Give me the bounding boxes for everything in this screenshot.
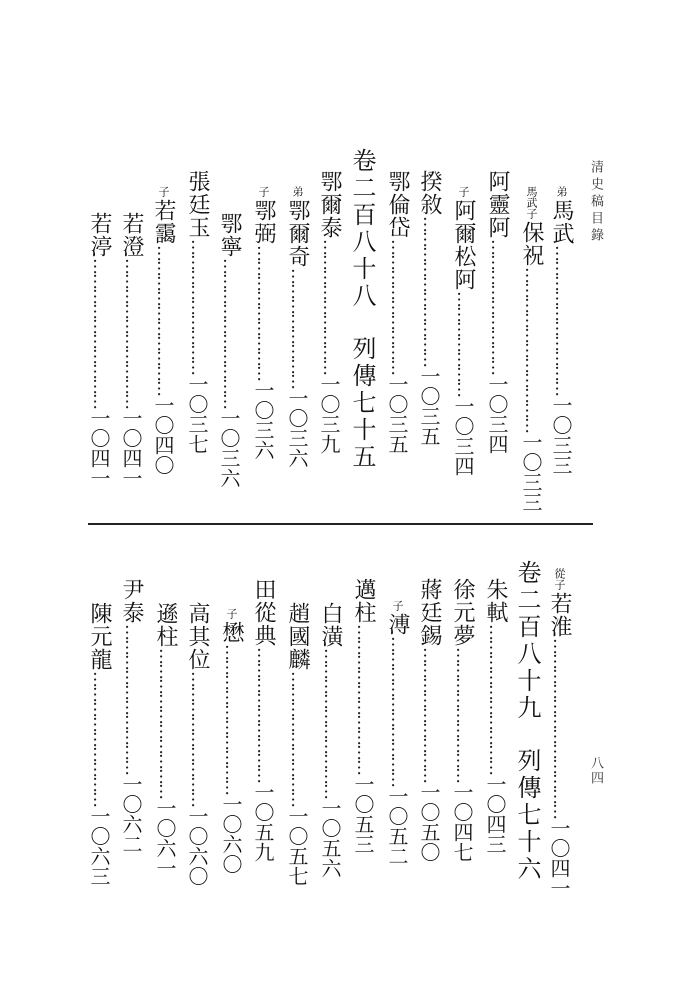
entry-page: 一〇四一 (87, 408, 111, 488)
juan-heading (515, 560, 539, 883)
leader-dots: ……………………… (319, 239, 339, 374)
leader-dots: ………………… (453, 291, 473, 396)
leader-dots: ………………………… (155, 648, 175, 798)
leader-dots: ………………………… (387, 636, 407, 786)
relation-label: 子 (157, 186, 170, 197)
entry-page: 一〇五〇 (417, 782, 441, 862)
juan-heading (350, 148, 374, 471)
entry-name: 若靄 (151, 199, 176, 245)
juan-number: 卷二百八十九 (513, 560, 541, 722)
leader-dots: ………………………… (121, 624, 141, 774)
entry-page: 一〇三六 (217, 408, 241, 488)
toc-entry (386, 168, 408, 454)
leader-dots: ……………………… (253, 647, 273, 782)
leader-dots: ……………………… (89, 671, 109, 806)
entry-name: 白潢 (318, 602, 343, 648)
entry-name: 溥 (385, 613, 410, 636)
entry-page: 一〇三九 (317, 374, 341, 454)
entry-name: 遜柱 (153, 602, 178, 648)
leader-dots: ……………………… (419, 647, 439, 782)
entry-name: 馬武 (549, 199, 574, 245)
entry-name: 保祝 (519, 221, 544, 267)
entry-name: 鄂倫岱 (385, 170, 410, 239)
leader-dots: ………………………… (221, 644, 241, 794)
entry-page: 一〇六二 (119, 774, 143, 854)
relation-label: 子 (391, 600, 404, 611)
page-number: 八四 (588, 756, 603, 786)
leader-dots: ………………………… (153, 245, 173, 395)
toc-entry (220, 608, 242, 874)
toc-entry (120, 576, 142, 854)
entry-page: 一〇六三 (87, 806, 111, 886)
toc-entry (452, 186, 474, 476)
entry-page: 一〇六一 (153, 798, 177, 878)
entry-page: 一〇三六 (251, 380, 275, 460)
entry-name: 尹泰 (119, 578, 144, 624)
toc-entry (418, 168, 440, 446)
entry-page: 一〇六〇 (219, 794, 243, 874)
juan-number: 卷二百八十八 (348, 148, 376, 310)
entry-page: 一〇五七 (285, 806, 309, 886)
running-title: 清史稿目錄 (588, 160, 603, 245)
leader-dots: ……………………… (287, 671, 307, 806)
toc-entry (286, 186, 308, 468)
relation-label: 子 (257, 186, 270, 197)
entry-page: 一〇五三 (351, 774, 375, 854)
relation-label: 弟 (291, 186, 304, 197)
leader-dots: ………………………… (121, 258, 141, 408)
leader-dots: ……………………… (487, 239, 507, 374)
toc-entry (186, 600, 208, 886)
entry-page: 一〇三三 (549, 395, 573, 475)
leader-dots: ……………………… (187, 671, 207, 806)
toc-entry (484, 576, 506, 854)
toc-entry (154, 600, 176, 878)
leader-dots: ……………………………… (549, 638, 569, 818)
entry-page: 一〇五九 (251, 782, 275, 862)
entry-page: 一〇四〇 (151, 395, 175, 475)
toc-entry (252, 576, 274, 862)
entry-name: 懋 (219, 621, 244, 644)
entry-page: 一〇四三 (483, 774, 507, 854)
toc-entry (152, 186, 174, 475)
toc-entry (451, 576, 473, 862)
entry-name: 朱軾 (483, 578, 508, 624)
leader-dots: ………………………… (353, 624, 373, 774)
entry-page: 一〇三六 (285, 388, 309, 468)
entry-name: 田從典 (251, 578, 276, 647)
entry-name: 張廷玉 (185, 170, 210, 239)
juan-section: 列傳七十六 (513, 748, 541, 883)
entry-name: 鄂弼 (251, 199, 276, 245)
toc-entry (88, 600, 110, 886)
toc-entry (286, 600, 308, 886)
toc-entry (386, 600, 408, 866)
leader-dots: ………………………… (219, 258, 239, 408)
entry-name: 徐元夢 (450, 578, 475, 647)
entry-page: 一〇三五 (417, 366, 441, 446)
toc-entry (550, 186, 572, 475)
entry-page: 一〇三三 (519, 432, 543, 512)
section-divider (88, 523, 593, 525)
leader-dots: ………………………… (89, 258, 109, 408)
entry-page: 一〇五六 (318, 798, 342, 878)
entry-page: 一〇四一 (119, 408, 143, 488)
entry-name: 趙國麟 (285, 602, 310, 671)
juan-section: 列傳七十五 (348, 336, 376, 471)
toc-entry (548, 568, 570, 898)
entry-name: 若渟 (87, 212, 112, 258)
entry-page: 一〇四七 (450, 782, 474, 862)
entry-name: 阿靈阿 (485, 170, 510, 239)
toc-entry (520, 186, 542, 512)
toc-entry (88, 210, 110, 488)
entry-page: 一〇三四 (485, 374, 509, 454)
entry-name: 若淮 (547, 592, 572, 638)
entry-name: 鄂寧 (217, 212, 242, 258)
entry-name: 揆敘 (417, 170, 442, 216)
entry-page: 一〇六〇 (185, 806, 209, 886)
entry-name: 阿爾松阿 (451, 199, 476, 291)
toc-entry (186, 168, 208, 454)
relation-label: 馬武子 (525, 186, 538, 219)
leader-dots: ………………………… (320, 648, 340, 798)
entry-name: 陳元龍 (87, 602, 112, 671)
entry-page: 一〇四一 (547, 818, 571, 898)
entry-page: 一〇三七 (185, 374, 209, 454)
entry-name: 蔣廷錫 (417, 578, 442, 647)
relation-label: 弟 (555, 186, 568, 197)
entry-page: 一〇三五 (385, 374, 409, 454)
entry-name: 高其位 (185, 602, 210, 671)
leader-dots: ………………………… (551, 245, 571, 395)
toc-entry (318, 168, 340, 454)
toc-entry (486, 168, 508, 454)
leader-dots: ……………………… (253, 245, 273, 380)
toc-entry (252, 186, 274, 460)
entry-name: 鄂爾奇 (285, 199, 310, 268)
entry-name: 鄂爾泰 (317, 170, 342, 239)
toc-entry (319, 600, 341, 878)
relation-label: 子 (457, 186, 470, 197)
relation-label: 子 (225, 608, 238, 619)
toc-entry (352, 576, 374, 854)
toc-entry (218, 210, 240, 488)
toc-entry (120, 210, 142, 488)
entry-page: 一〇三四 (451, 396, 475, 476)
entry-page: 一〇五二 (385, 786, 409, 866)
leader-dots: ……………………… (387, 239, 407, 374)
leader-dots: ……………………… (452, 647, 472, 782)
leader-dots: ……………………… (187, 239, 207, 374)
relation-label: 從子 (553, 568, 566, 590)
toc-entry (418, 576, 440, 862)
leader-dots: …………………… (287, 268, 307, 388)
entry-name: 若澄 (119, 212, 144, 258)
entry-name: 邁柱 (351, 578, 376, 624)
leader-dots: ………………………… (485, 624, 505, 774)
leader-dots: ………………………… (419, 216, 439, 366)
leader-dots: …………………………… (521, 267, 541, 432)
